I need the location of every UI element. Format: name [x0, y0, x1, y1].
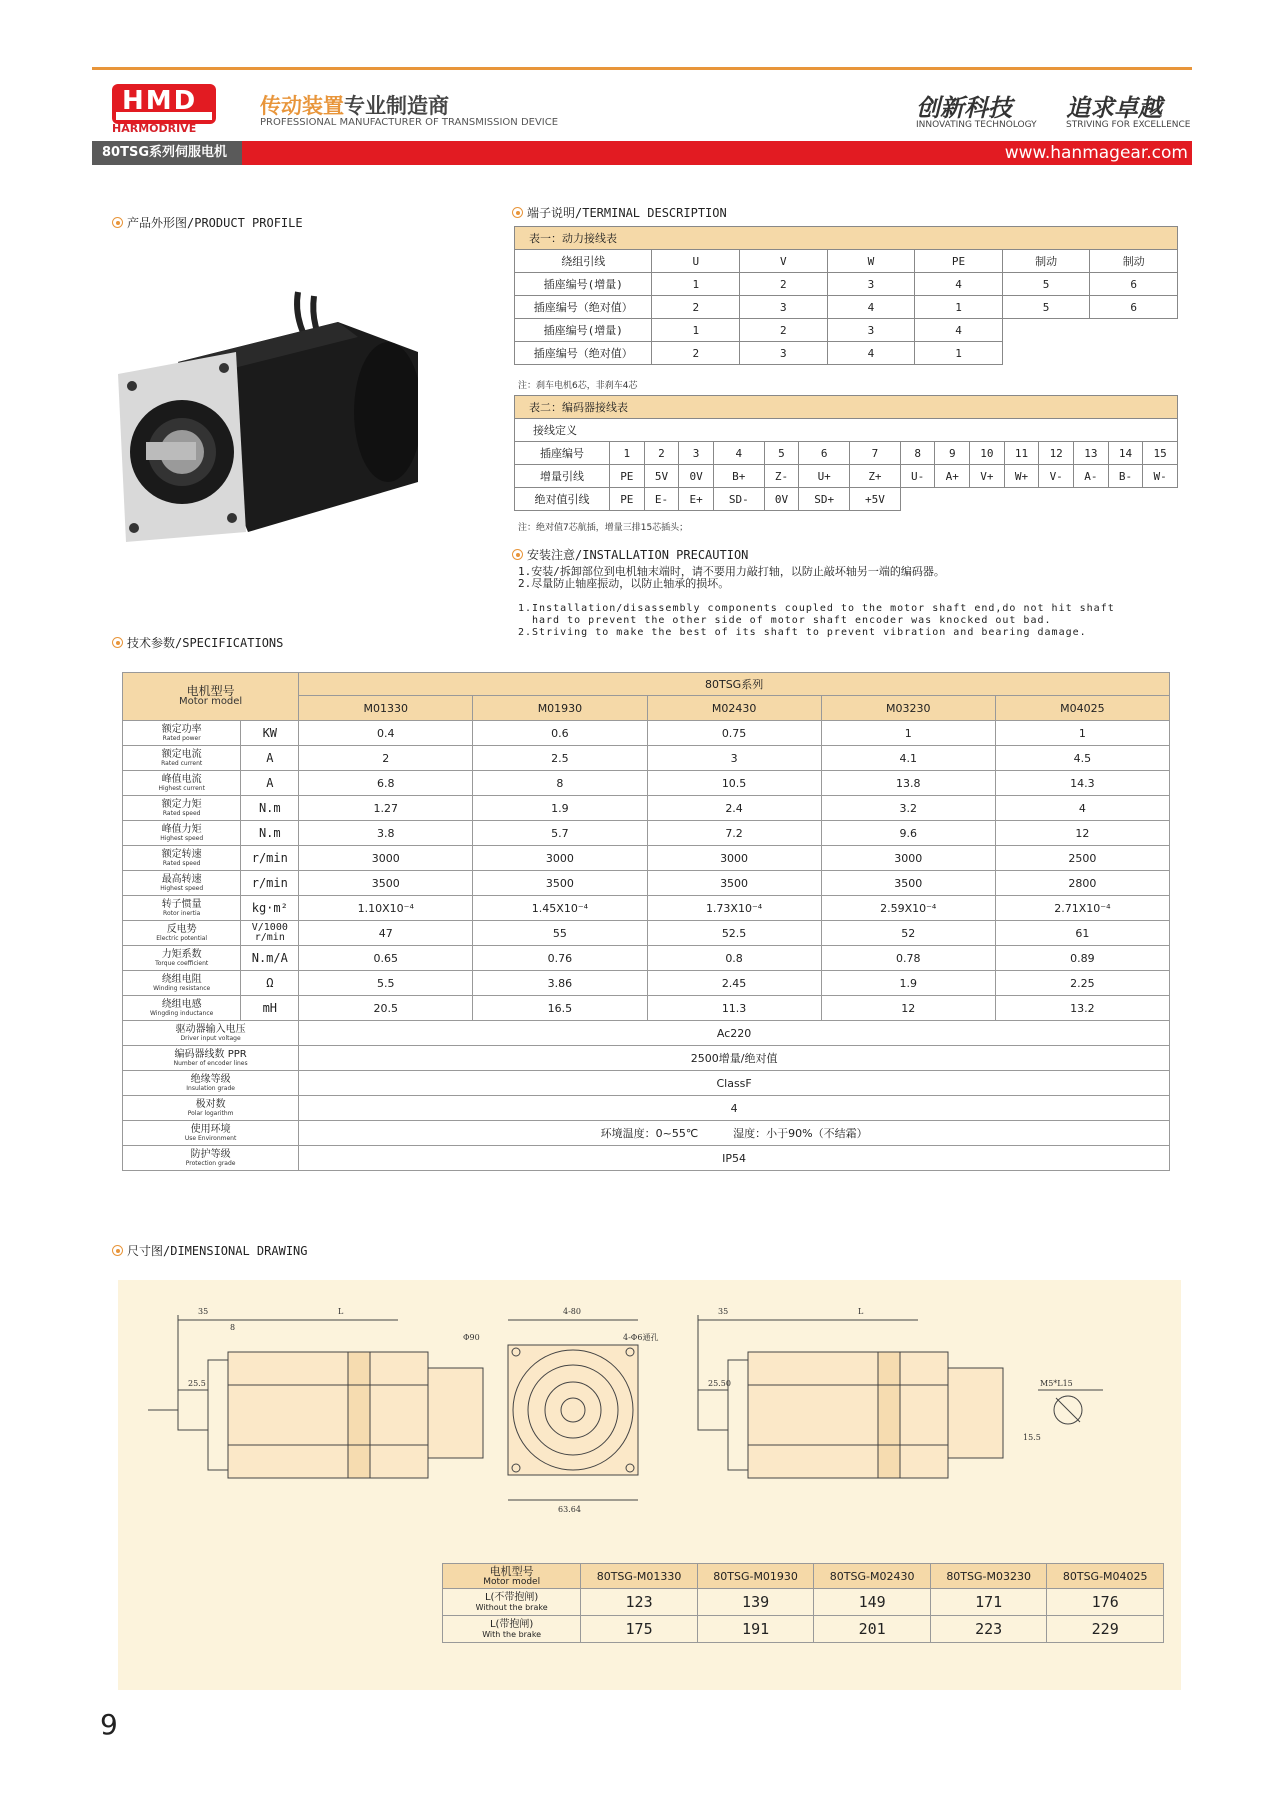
table-row: 绝对值引线 PE E- E+ SD- 0V SD+ +5V: [515, 488, 1178, 511]
install-heading: 安装注意/INSTALLATION PRECAUTION: [512, 546, 748, 563]
encoder-wiring-table: [514, 395, 1178, 511]
spec-row: 绕组电阻 Winding resistance Ω 5.5 3.86 2.45 1.9 2.25: [123, 971, 1170, 996]
table-row: 插座编号 1 2 3 4 5 6 7 8 9 10 11 12 13 14 15: [515, 442, 1178, 465]
slogan-innovating: 创新科技: [916, 93, 1012, 122]
spec-row: 驱动器输入电压 Driver input voltage Ac220: [123, 1021, 1170, 1046]
power-wiring-table: [514, 226, 1178, 365]
slogan-excellence: 追求卓越: [1066, 93, 1162, 122]
table-row: L(带抱闸) With the brake 175 191 201 223 229: [443, 1616, 1164, 1643]
power-table-note: 注：刹车电机6芯，非刹车4芯: [518, 381, 638, 391]
svg-text:35: 35: [718, 1307, 729, 1316]
spec-row: 额定力矩 Rated speed N.m 1.27 1.9 2.4 3.2 4: [123, 796, 1170, 821]
table-row: 接线定义: [515, 419, 1178, 442]
spec-row: 额定功率 Rated power KW 0.4 0.6 0.75 1 1: [123, 721, 1170, 746]
table-row: 插座编号(增量) 1 2 3 4 5 6: [515, 273, 1178, 296]
series-header: 80TSG系列: [299, 673, 1170, 696]
bullet-icon: [112, 217, 123, 228]
terminal-heading: 端子说明/TERMINAL DESCRIPTION: [512, 204, 727, 221]
spec-row: 峰值电流 Highest current A 6.8 8 10.5 13.8 14.3: [123, 771, 1170, 796]
spec-row: 绝缘等级 Insulation grade ClassF: [123, 1071, 1170, 1096]
model-header: 电机型号 Motor model: [123, 673, 299, 721]
svg-text:25.50: 25.50: [708, 1379, 731, 1388]
svg-text:4-80: 4-80: [563, 1307, 581, 1316]
svg-text:15.5: 15.5: [1023, 1433, 1041, 1442]
logo-text: HMD: [122, 86, 198, 116]
svg-text:63.64: 63.64: [558, 1505, 581, 1514]
website-link[interactable]: www.hanmagear.com: [1004, 143, 1188, 163]
length-table: 电机型号 Motor model 80TSG-M01330 80TSG-M01930 80TSG-M02430 80TSG-M03230 80TSG-M04025 L(不带抱闸) Without the brake 123 139 149 171 176 L(带抱闸) With the brake 175 191 201 223 229: [442, 1563, 1164, 1643]
spec-row: 额定转速 Rated speed r/min 3000 3000 3000 3000 2500: [123, 846, 1170, 871]
spec-row: 极对数 Polar logarithm 4: [123, 1096, 1170, 1121]
header-rule: [92, 67, 1192, 70]
spec-row: 使用环境 Use Environment 环境温度：0~55℃ 湿度：小于90%（不结霜）: [123, 1121, 1170, 1146]
table-row: 插座编号（绝对值） 2 3 4 1: [515, 342, 1178, 365]
svg-text:8: 8: [230, 1323, 236, 1332]
brand-logo: [112, 84, 216, 124]
specifications-table: 电机型号 Motor model 80TSG系列 M01330 M01930 M02430 M03230 M04025 额定功率 Rated power KW 0.4 0.6 0.75 1 1 额定电流 Rated current A 2 2.5 3 4.1 4.5 峰值电流 Highest current A 6.8 8 10.5 13.8 14.3 额定力矩 Rated speed N.m 1.27 1.9 2.4 3.2 4 峰值力矩 Highest speed N.m 3.8 5.7 7.2 9.6 12 额定转速 Rated speed r/min 3000 3000 3000 3000 2500 最高转速 Highest speed r/min 3500 3500 3500 3500 2800 转子惯量 Rotor inertia kg·m² 1.10X10⁻⁴ 1.45X10⁻⁴ 1.73X10⁻⁴ 2.59X10⁻⁴ 2.71X10⁻⁴ 反电势 Electric potential V/1000 r/min 47 55 52.5 52 61 力矩系数 Torque coefficient N.m/A 0.65 0.76 0.8 0.78 0.89 绕组电阻 Winding resistance Ω 5.5 3.86 2.45 1.9 2.25 绕组电感 Wingding inductance mH 20.5 16.5 11.3 12 13.2 驱动器输入电压 Driver input voltage Ac220 编码器线数 PPR Number of encoder lines 2500增量/绝对值 绝缘等级 Insulation grade ClassF 极对数 Polar logarithm 4 使用环境 Use Environment 环境温度：0~55℃ 湿度：小于90%（不结霜） 防护等级 Protection grade IP54: [122, 672, 1170, 1171]
bullet-icon: [112, 1245, 123, 1256]
specs-heading: 技术参数/SPECIFICATIONS: [112, 634, 283, 651]
svg-text:4-Φ6通孔: 4-Φ6通孔: [623, 1333, 659, 1342]
spec-row: 编码器线数 PPR Number of encoder lines 2500增量/绝对值: [123, 1046, 1170, 1071]
company-tagline-en: PROFESSIONAL MANUFACTURER OF TRANSMISSION DEVICE: [260, 117, 559, 128]
encoder-table-note: 注：绝对值7芯航插，增量三排15芯插头；: [518, 523, 689, 533]
bullet-icon: [512, 207, 523, 218]
install-text-en: 1.Installation/disassembly components coupled to the motor shaft end,do not hit shaft hard to prevent the other side of motor shaft encoder was knocked out bad. 2.Striving to make the best of its shaft to prevent vibration and bearing damage.: [518, 603, 1115, 638]
spec-row: 力矩系数 Torque coefficient N.m/A 0.65 0.76 0.8 0.78 0.89: [123, 946, 1170, 971]
motor-photo: [118, 282, 418, 552]
spec-row: 额定电流 Rated current A 2 2.5 3 4.1 4.5: [123, 746, 1170, 771]
series-tab: 80TSG系列伺服电机: [92, 141, 242, 165]
spec-row: 峰值力矩 Highest speed N.m 3.8 5.7 7.2 9.6 12: [123, 821, 1170, 846]
table-row: 绕组引线 U V W PE 制动 制动: [515, 250, 1178, 273]
dim-model-header: 电机型号 Motor model: [443, 1564, 581, 1589]
slogan-innovating-en: INNOVATING TECHNOLOGY: [916, 120, 1037, 130]
bullet-icon: [112, 637, 123, 648]
spec-row: 绕组电感 Wingding inductance mH 20.5 16.5 11.3 12 13.2: [123, 996, 1170, 1021]
drawing-heading: 尺寸图/DIMENSIONAL DRAWING: [112, 1242, 308, 1259]
svg-text:35: 35: [198, 1307, 209, 1316]
spec-row: 反电势 Electric potential V/1000 r/min 47 55 52.5 52 61: [123, 921, 1170, 946]
bullet-icon: [512, 549, 523, 560]
page-number: 9: [100, 1708, 118, 1741]
spec-row: 防护等级 Protection grade IP54: [123, 1146, 1170, 1171]
table-row: 增量引线 PE 5V 0V B+ Z- U+ Z+ U- A+ V+ W+ V- A- B- W-: [515, 465, 1178, 488]
table-row: 插座编号(增量) 1 2 3 4: [515, 319, 1178, 342]
slogan-excellence-en: STRIVING FOR EXCELLENCE: [1066, 120, 1191, 130]
table-row: L(不带抱闸) Without the brake 123 139 149 171 176: [443, 1589, 1164, 1616]
table-caption: 表一：动力接线表: [515, 227, 1178, 250]
svg-text:L: L: [858, 1307, 864, 1316]
dimension-drawing: [118, 1290, 1181, 1520]
table-caption: 表二：编码器接线表: [515, 396, 1178, 419]
spec-row: 最高转速 Highest speed r/min 3500 3500 3500 3500 2800: [123, 871, 1170, 896]
profile-heading: 产品外形图/PRODUCT PROFILE: [112, 214, 303, 231]
install-text-cn: 1.安装/拆卸部位到电机轴末端时，请不要用力敲打轴，以防止敲坏轴另一端的编码器。 2.尽量防止轴座振动，以防止轴承的损坏。: [518, 565, 945, 590]
svg-text:Φ90: Φ90: [463, 1333, 480, 1342]
spec-row: 转子惯量 Rotor inertia kg·m² 1.10X10⁻⁴ 1.45X10⁻⁴ 1.73X10⁻⁴ 2.59X10⁻⁴ 2.71X10⁻⁴: [123, 896, 1170, 921]
company-tagline: 传动装置专业制造商: [260, 94, 449, 118]
svg-text:L: L: [338, 1307, 344, 1316]
svg-text:25.5: 25.5: [188, 1379, 206, 1388]
table-row: 插座编号（绝对值） 2 3 4 1 5 6: [515, 296, 1178, 319]
svg-text:M5*L15: M5*L15: [1040, 1379, 1073, 1388]
logo-subtitle: HARMODRIVE: [112, 122, 197, 135]
